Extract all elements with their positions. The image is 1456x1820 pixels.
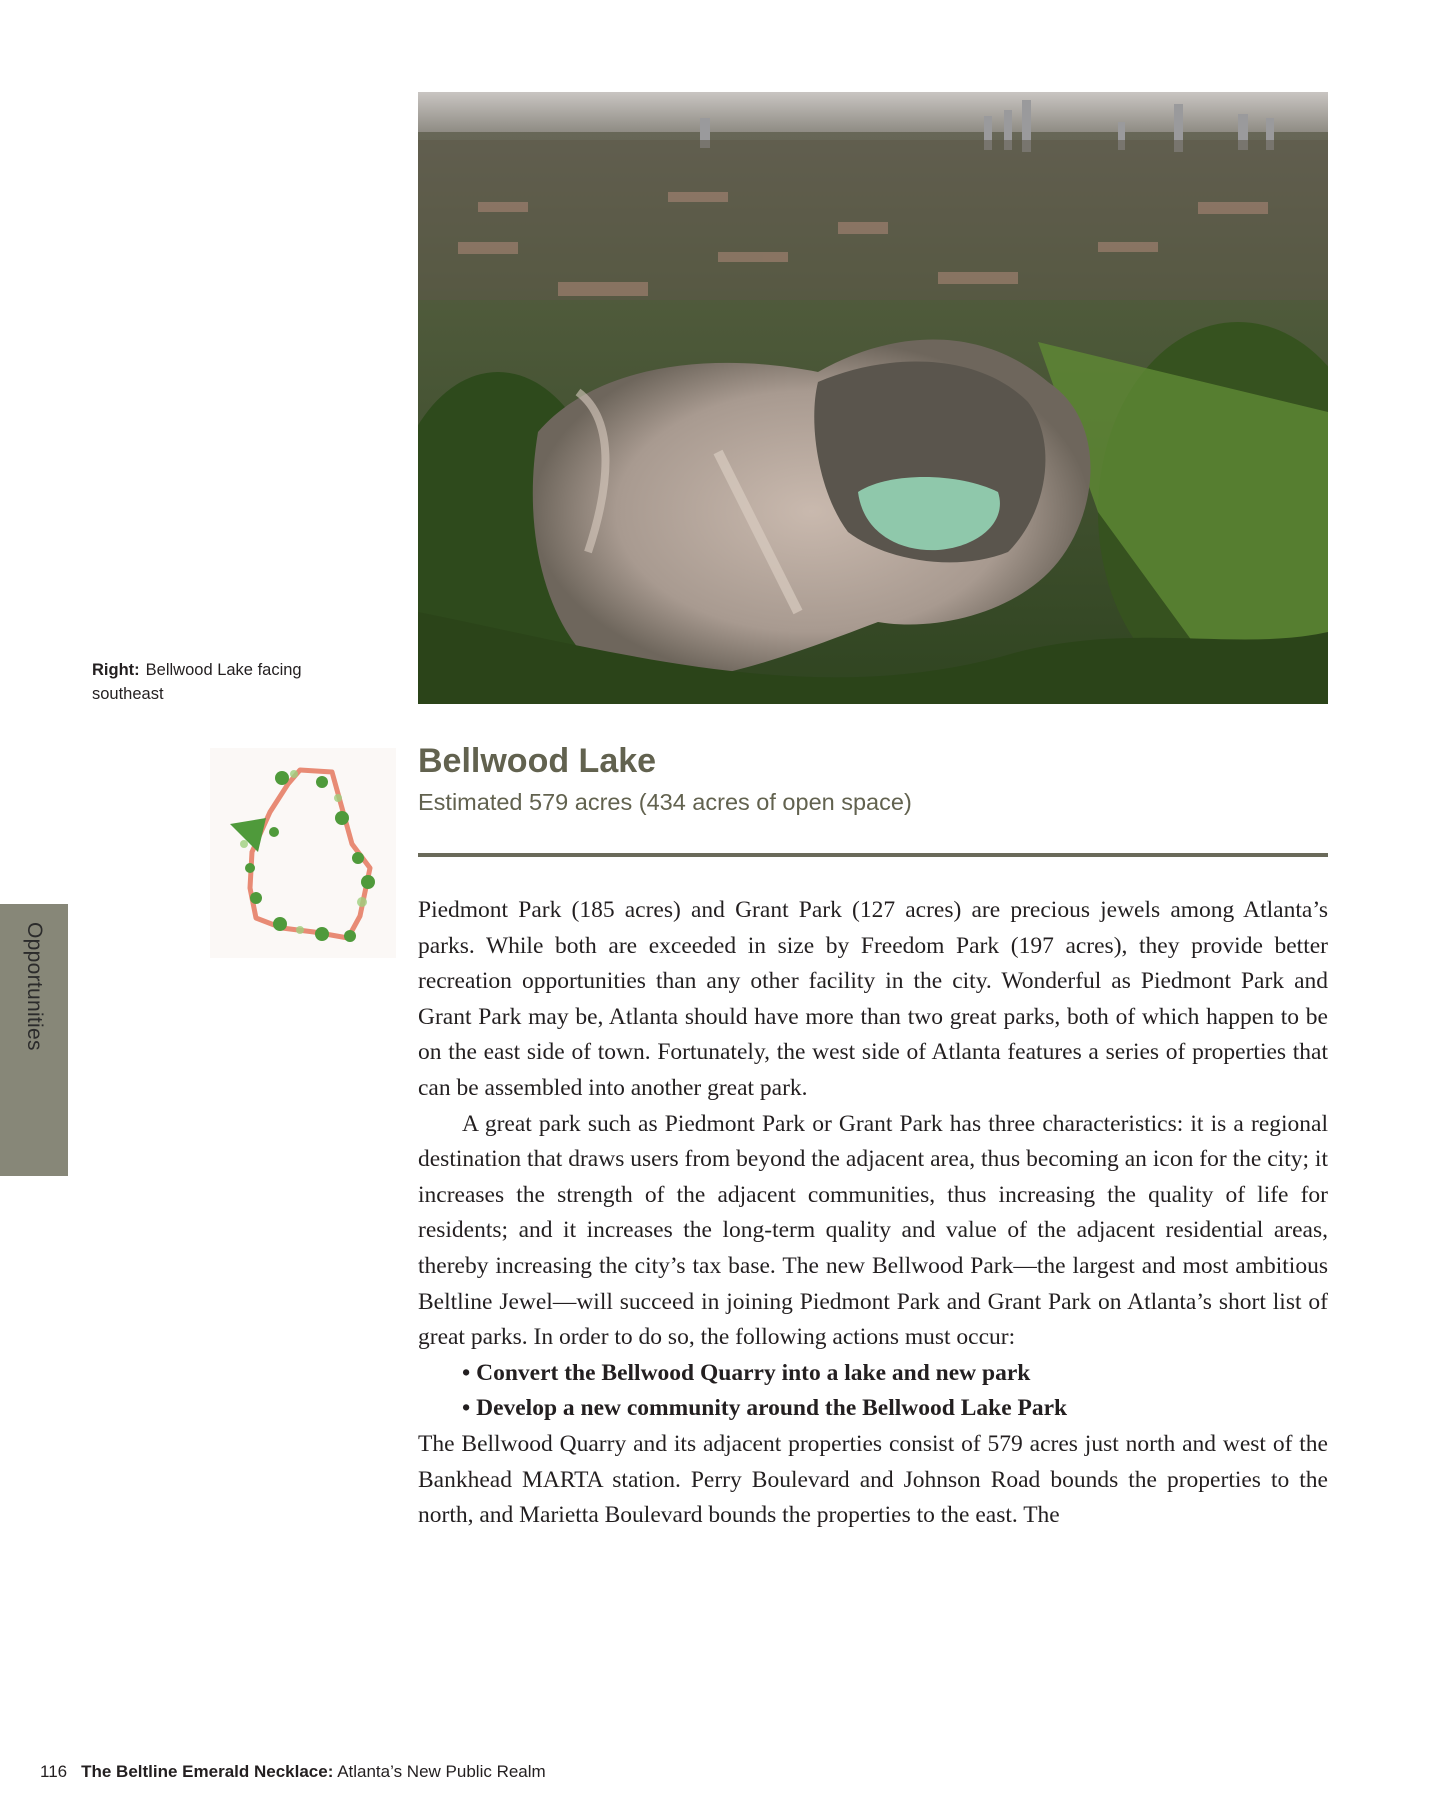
beltline-locator-map (210, 748, 396, 958)
book-title: The Beltline Emerald Necklace: (81, 1762, 334, 1781)
section-tab-label: Opportunities (23, 922, 46, 1051)
paragraph-3: The Bellwood Quarry and its adjacent properties consist of 579 acres just north and west of the Bankhead MARTA station. Perry Boulevard and Johnson Road bounds the properties to the north, and Marietta Boulevard bounds the properties to the east. The (418, 1430, 1328, 1529)
bullet-2: • Develop a new community around the Bellwood Lake Park (462, 1395, 1068, 1422)
paragraph-2: A great park such as Piedmont Park or Grant Park has three characteristics: it is a regional destination that draws users from beyond the adjacent area, thus becoming an icon for the city; it increases the strength of the adjacent communities, thus increasing the quality of life for residents; and it increases the long-term quality and value of the adjacent residential areas, thereby increasing the city’s tax base. The new Bellwood Park—the largest and most ambitious Beltline Jewel—will succeed in joining Piedmont Park and Grant Park on Atlanta’s short list of great parks. In order to do so, the following actions must occur: (418, 1110, 1328, 1351)
caption-text: Bellwood Lake facing southeast (92, 661, 302, 703)
bullet-1: • Convert the Bellwood Quarry into a lake and new park (462, 1359, 1031, 1386)
paragraph-1: Piedmont Park (185 acres) and Grant Park (127 acres) are precious jewels among Atlanta’s parks. While both are exceeded in size by Freedom Park (197 acres), they provide better recreation opportunities than any other facility in the city. Wonderful as Piedmont Park and Grant Park may be, Atlanta should have more than two great parks, both of which happen to be on the east side of town. Fortunately, the west side of Atlanta features a series of properties that can be assembled into another great park. (418, 897, 1328, 1101)
section-title: Bellwood Lake (418, 742, 657, 780)
photo-caption (92, 658, 352, 706)
caption-label: Right: (92, 661, 140, 679)
title-rule (418, 853, 1328, 857)
book-subtitle: Atlanta’s New Public Realm (337, 1762, 546, 1781)
section-tab (0, 904, 68, 1176)
body-text (418, 893, 1328, 1534)
page-number: 116 (40, 1762, 68, 1781)
page-footer (40, 1762, 546, 1782)
quarry-aerial-photo (418, 92, 1328, 704)
section-subtitle: Estimated 579 acres (434 acres of open space) (418, 789, 912, 815)
